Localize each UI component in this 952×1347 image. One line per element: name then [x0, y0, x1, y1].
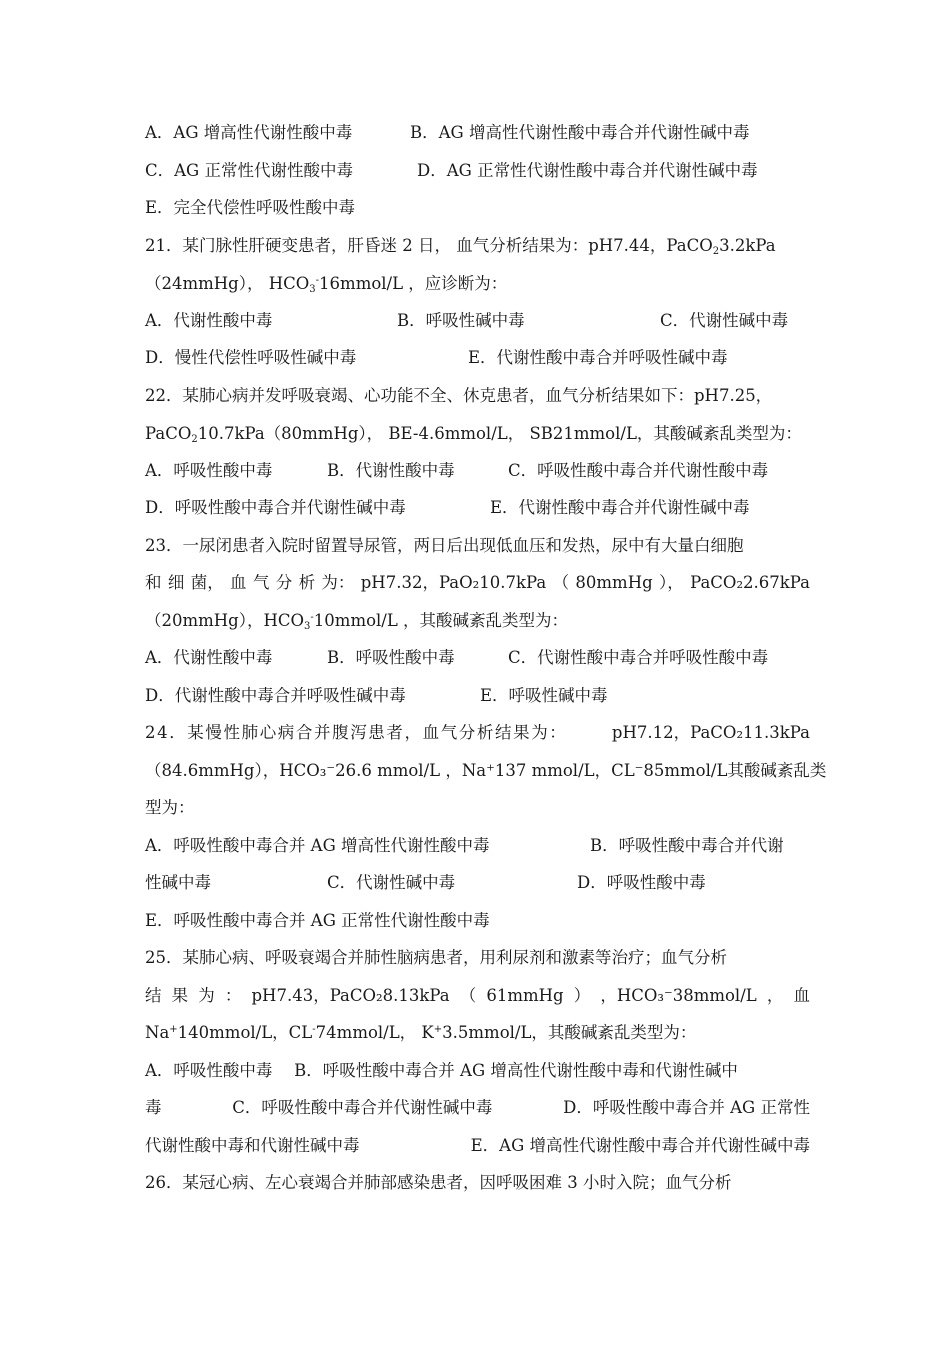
- q25-stem-line-3: [145, 1022, 810, 1044]
- q25-stem-word: 结: [145, 986, 162, 1005]
- q22-stem-text: PaCO: [145, 424, 192, 443]
- q22-stem-line-2: [145, 423, 810, 445]
- q20-option-a: A．AG 增高性代谢性酸中毒: [145, 123, 353, 142]
- q21-stem-text: 3.2kPa: [719, 236, 776, 255]
- q21-stem-line-2: [145, 273, 810, 295]
- q23-option-d: D．代谢性酸中毒合并呼吸性碱中毒: [145, 686, 406, 705]
- q21-option-c: C．代谢性碱中毒: [660, 311, 789, 330]
- q24-stem-line-1: [145, 722, 810, 744]
- superscript: -: [310, 612, 314, 623]
- q23-option-c: C．代谢性酸中毒合并呼吸性酸中毒: [508, 648, 769, 667]
- q25-stem-text: 140mmol/L，CL: [177, 1023, 313, 1042]
- q23-stem-word: 析: [298, 573, 316, 592]
- q24-stem-text: CL⁻85mmol/L: [611, 761, 728, 780]
- q23-stem-word: （: [552, 573, 570, 592]
- q20-option-c: C．AG 正常性代谢性酸中毒: [145, 161, 353, 180]
- q22-stem-line-1: [145, 385, 810, 407]
- q25-option-b-continued: 毒: [145, 1098, 162, 1117]
- q23-stem-word: 菌，: [190, 573, 224, 592]
- q24-option-a: A．呼吸性酸中毒合并 AG 增高性代谢性酸中毒: [145, 836, 490, 855]
- q22-stem-text: 22．某肺心病并发呼吸衰竭、心功能不全、休克患者，血气分析结果如下：pH7.25，: [145, 386, 773, 405]
- q23-stem-line-3: [145, 610, 810, 632]
- q25-stem-word: pH7.43，PaCO₂8.13kPa: [251, 986, 450, 1005]
- q24-stem-text: 其酸碱紊乱类: [727, 761, 827, 780]
- q23-stem-line-2: [145, 572, 810, 594]
- q23-stem-word: 分: [275, 573, 293, 592]
- q21-stem-text: （24mmHg）， HCO: [145, 274, 310, 293]
- q25-option-d-continued: 代谢性酸中毒和代谢性碱中毒: [145, 1136, 360, 1155]
- subscript: 2: [712, 246, 720, 257]
- q25-option-e: E．AG 增高性代谢性酸中毒合并代谢性碱中毒: [470, 1136, 810, 1155]
- superscript: -: [312, 1024, 316, 1035]
- q24-stem-text: 24．某慢性肺心病合并腹泻患者，血气分析结果为：: [145, 723, 568, 742]
- q24-option-d: D．呼吸性酸中毒: [577, 873, 706, 892]
- q23-option-b: B．呼吸性酸中毒: [327, 648, 455, 667]
- q21-option-b: B．呼吸性碱中毒: [397, 311, 525, 330]
- subscript: 3: [304, 621, 311, 632]
- q23-stem-text: 23．一尿闭患者入院时留置导尿管，两日后出现低血压和发热，尿中有大量白细胞: [145, 536, 744, 555]
- q23-stem-word: PaCO₂2.67kPa: [690, 573, 810, 592]
- superscript: +: [169, 1024, 178, 1035]
- q26-stem-line-1: [145, 1172, 810, 1194]
- q25-stem-word: ，HCO₃⁻38mmol/L: [600, 986, 757, 1005]
- q24-stem-text: 型为：: [145, 798, 195, 817]
- q22-stem-text: 10.7kPa（80mmHg）， BE-4.6mmol/L， SB21mmol/L，其酸碱紊乱类型为：: [197, 424, 802, 443]
- q25-stem-word: ：: [224, 986, 242, 1005]
- q25-stem-text: 74mmol/L， K: [315, 1023, 434, 1042]
- q23-stem-word: pH7.32，PaO₂10.7kPa: [360, 573, 547, 592]
- q20-option-e: E．完全代偿性呼吸性酸中毒: [145, 198, 356, 217]
- q20-option-d: D．AG 正常性代谢性酸中毒合并代谢性碱中毒: [417, 161, 758, 180]
- q23-stem-word: 气: [252, 573, 270, 592]
- q24-stem-text: （84.6mmHg），HCO₃⁻26.6 mmol/L ，: [145, 761, 462, 780]
- q22-option-e: E．代谢性酸中毒合并代谢性碱中毒: [490, 498, 750, 517]
- q21-option-e: E．代谢性酸中毒合并呼吸性碱中毒: [468, 348, 728, 367]
- q25-stem-word: （: [459, 986, 477, 1005]
- q22-option-a: A．呼吸性酸中毒: [145, 461, 273, 480]
- superscript: +: [433, 1024, 443, 1035]
- q20-options-row-3: [145, 197, 810, 219]
- q25-options-row-2: [145, 1097, 810, 1119]
- q22-option-d: D．呼吸性酸中毒合并代谢性碱中毒: [145, 498, 406, 517]
- q21-option-d: D．慢性代偿性呼吸性碱中毒: [145, 348, 357, 367]
- q25-stem-text: Na: [145, 1023, 170, 1042]
- q24-option-e: E．呼吸性酸中毒合并 AG 正常性代谢性酸中毒: [145, 911, 490, 930]
- q23-option-a: A．代谢性酸中毒: [145, 648, 273, 667]
- q25-stem-word: 血: [793, 986, 810, 1005]
- q25-stem-text: 3.5mmol/L，其酸碱紊乱类型为：: [442, 1023, 697, 1042]
- q24-option-b-continued: 性碱中毒: [145, 873, 211, 892]
- q23-stem-text: （20mmHg），HCO: [145, 611, 305, 630]
- q24-option-b: B．呼吸性酸中毒合并代谢: [590, 836, 784, 855]
- q23-stem-word: 80mmHg: [575, 573, 653, 592]
- q24-option-c: C．代谢性碱中毒: [327, 873, 456, 892]
- q25-option-d: D．呼吸性酸中毒合并 AG 正常性: [563, 1098, 810, 1117]
- q25-stem-word: 果: [171, 986, 189, 1005]
- q26-stem-text: 26．某冠心病、左心衰竭合并肺部感染患者，因呼吸困难 3 小时入院；血气分析: [145, 1173, 732, 1192]
- q24-stem-text: Na⁺137 mmol/L，: [461, 761, 612, 780]
- q20-option-b: B．AG 增高性代谢性酸中毒合并代谢性碱中毒: [410, 123, 750, 142]
- subscript: 3: [309, 284, 316, 295]
- q21-stem-text: 21．某门脉性肝硬变患者，肝昏迷 2 日， 血气分析结果为：pH7.44，PaCO: [145, 236, 713, 255]
- q25-stem-word: ，: [766, 986, 784, 1005]
- q21-stem-line-1: [145, 235, 810, 257]
- q25-options-row-3: [145, 1135, 810, 1157]
- q25-stem-word: 为: [198, 986, 215, 1005]
- q23-stem-text: 10mmol/L ，其酸碱紊乱类型为：: [313, 611, 569, 630]
- q24-stem-text: pH7.12，PaCO₂11.3kPa: [611, 723, 810, 742]
- q23-stem-word: 血: [230, 573, 247, 592]
- q23-stem-word: ），: [659, 573, 684, 592]
- q23-stem-word: 为：: [321, 573, 355, 592]
- q25-stem-line-1: [145, 947, 810, 969]
- superscript: -: [315, 275, 320, 286]
- q25-option-c: C．呼吸性酸中毒合并代谢性碱中毒: [232, 1098, 493, 1117]
- q22-option-b: B．代谢性酸中毒: [327, 461, 455, 480]
- q23-stem-word: 细: [167, 573, 185, 592]
- q24-stem-line-3: [145, 797, 810, 819]
- subscript: 2: [191, 434, 198, 445]
- q24-stem-line-2: [145, 760, 827, 782]
- q21-option-a: A．代谢性酸中毒: [145, 311, 273, 330]
- q21-stem-text: 16mmol/L ，应诊断为：: [319, 274, 508, 293]
- q24-options-row-3: [145, 910, 810, 932]
- q25-options-row-1: [145, 1060, 810, 1082]
- q25-stem-word: 61mmHg: [486, 986, 564, 1005]
- q25-stem-line-2: [145, 985, 810, 1007]
- q22-option-c: C．呼吸性酸中毒合并代谢性酸中毒: [508, 461, 769, 480]
- q23-stem-word: 和: [145, 573, 162, 592]
- q25-stem-text: 25．某肺心病、呼吸衰竭合并肺性脑病患者，用利尿剂和激素等治疗；血气分析: [145, 948, 727, 967]
- q23-option-e: E．呼吸性碱中毒: [480, 686, 608, 705]
- q25-options-text: A．呼吸性酸中毒 B．呼吸性酸中毒合并 AG 增高性代谢性酸中毒和代谢性碱中: [145, 1061, 738, 1080]
- q23-stem-line-1: [145, 535, 810, 557]
- q25-stem-word: ）: [573, 986, 591, 1005]
